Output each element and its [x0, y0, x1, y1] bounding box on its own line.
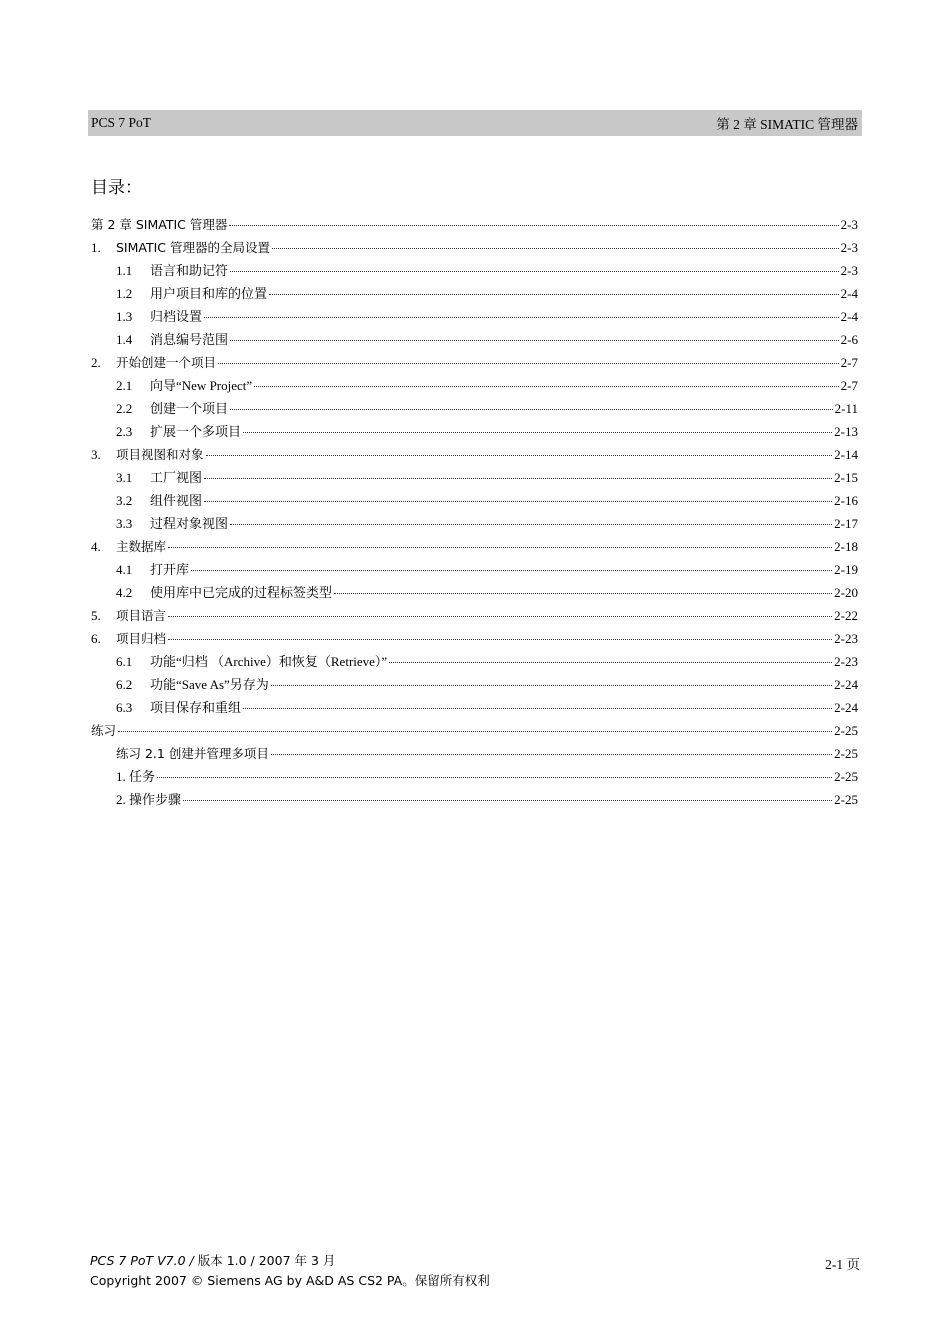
toc-entry-page: 2-17: [834, 516, 858, 531]
toc-entry-number: 2.1: [116, 378, 133, 393]
footer-page-number: 2-1 页: [825, 1257, 860, 1272]
toc-entry-page: 2-24: [834, 677, 858, 692]
toc-dot-leader: [204, 317, 839, 318]
toc-entry-number: 6.1: [116, 654, 133, 669]
footer-left: [90, 1251, 490, 1291]
toc-dot-leader: [206, 455, 833, 456]
toc-entry[interactable]: [91, 489, 858, 512]
footer-version-product: PCS 7 PoT V7.0 /: [90, 1253, 194, 1268]
toc-entry-title: 2. 操作步骤: [116, 792, 182, 807]
toc-entry-page: 2-25: [834, 769, 858, 784]
toc-dot-leader: [157, 777, 832, 778]
toc-entry[interactable]: [91, 512, 858, 535]
toc-dot-leader: [271, 754, 832, 755]
toc-entry[interactable]: [91, 627, 858, 650]
toc-dot-leader: [243, 708, 832, 709]
toc-entry-title: SIMATIC 管理器的全局设置: [116, 240, 271, 255]
toc-dot-leader: [168, 639, 832, 640]
toc-entry-number: 3.2: [116, 493, 133, 508]
toc-entry[interactable]: [91, 351, 858, 374]
toc-entry-number: 1.: [91, 240, 101, 255]
toc-dot-leader: [183, 800, 832, 801]
toc-entry-number: 2.3: [116, 424, 133, 439]
toc-entry-number: 4.: [91, 539, 101, 554]
toc-entry-number: 1.1: [116, 263, 133, 278]
toc-entry-page: 2-22: [834, 608, 858, 623]
toc-entry-title: 主数据库: [116, 539, 167, 554]
footer-version-date: 版本 1.0 / 2007 年 3 月: [193, 1253, 336, 1268]
toc-entry-page: 2-20: [834, 585, 858, 600]
toc-entry[interactable]: [91, 374, 858, 397]
toc-entry-page: 2-13: [834, 424, 858, 439]
toc-entry-page: 2-3: [840, 217, 858, 232]
toc-dot-leader: [191, 570, 832, 571]
toc-dot-leader: [254, 386, 838, 387]
toc-entry[interactable]: [91, 581, 858, 604]
toc-entry-page: 2-23: [834, 631, 858, 646]
toc-entry-title: 功能“归档 （Archive）和恢复（Retrieve）”: [150, 654, 388, 669]
toc-entry-page: 2-24: [834, 700, 858, 715]
toc-entry-page: 2-25: [834, 792, 858, 807]
header-left-text: PCS 7 PoT: [91, 115, 152, 130]
toc-dot-leader: [334, 593, 832, 594]
toc-dot-leader: [389, 662, 832, 663]
toc-entry[interactable]: [91, 466, 858, 489]
toc-entry-number: 1.2: [116, 286, 133, 301]
toc-entry[interactable]: [91, 604, 858, 627]
toc-entry[interactable]: [91, 535, 858, 558]
toc-entry-page: 2-7: [840, 355, 858, 370]
toc-entry-page: 2-16: [834, 493, 858, 508]
toc-entry-title: 项目视图和对象: [116, 447, 204, 462]
toc-entry-title: 练习 2.1 创建并管理多项目: [116, 746, 269, 761]
header-right-text: 第 2 章 SIMATIC 管理器: [716, 117, 858, 132]
toc-entry-page: 2-3: [840, 240, 858, 255]
toc-entry-number: 1.4: [116, 332, 133, 347]
toc-entry-page: 2-23: [834, 654, 858, 669]
toc-dot-leader: [204, 478, 832, 479]
toc-dot-leader: [218, 363, 839, 364]
toc-dot-leader: [269, 294, 839, 295]
toc-entry-title: 用户项目和库的位置: [150, 286, 268, 301]
toc-entry-page: 2-4: [840, 309, 858, 324]
toc-entry-page: 2-15: [834, 470, 858, 485]
toc-entry-title: 过程对象视图: [150, 516, 229, 531]
toc-dot-leader: [230, 524, 832, 525]
toc-entry-title: 创建一个项目: [150, 401, 229, 416]
toc-entry-page: 2-11: [834, 401, 858, 416]
toc-entry-number: 6.3: [116, 700, 133, 715]
toc-entry[interactable]: [91, 213, 858, 236]
toc-entry-title: 练习: [91, 723, 117, 738]
toc-entry[interactable]: [91, 236, 858, 259]
toc-entry[interactable]: [91, 282, 858, 305]
toc-entry-title: 消息编号范围: [150, 332, 229, 347]
toc-entry-title: 组件视图: [150, 493, 203, 508]
toc-dot-leader: [230, 340, 839, 341]
toc-entry[interactable]: [91, 673, 858, 696]
toc-entry[interactable]: [91, 328, 858, 351]
toc-entry-number: 3.: [91, 447, 101, 462]
toc-entry-page: 2-19: [834, 562, 858, 577]
toc-entry-number: 2.: [91, 355, 101, 370]
toc-entry-number: 3.3: [116, 516, 133, 531]
toc-entry-title: 语言和助记符: [150, 263, 229, 278]
toc-entry-title: 归档设置: [150, 309, 203, 324]
toc-entry[interactable]: [91, 788, 858, 811]
toc-dot-leader: [229, 225, 838, 226]
toc-entry-page: 2-3: [840, 263, 858, 278]
toc-dot-leader: [272, 248, 839, 249]
footer-copyright: Copyright 2007 © Siemens AG by A&D AS CS2 PA。保留所有权利: [90, 1273, 490, 1288]
toc-entry-number: 1.3: [116, 309, 133, 324]
toc-entry-title: 使用库中已完成的过程标签类型: [150, 585, 333, 600]
toc-entry-title: 项目保存和重组: [150, 700, 242, 715]
toc-entry-page: 2-18: [834, 539, 858, 554]
toc-entry[interactable]: [91, 696, 858, 719]
toc-dot-leader: [230, 271, 839, 272]
toc-entry-number: 6.: [91, 631, 101, 646]
toc-entry-title: 项目语言: [116, 608, 167, 623]
toc-dot-leader: [168, 616, 832, 617]
toc-heading: 目录：: [91, 178, 142, 198]
toc-entry[interactable]: [91, 397, 858, 420]
toc-entry-title: 1. 任务: [116, 769, 156, 784]
toc-entry[interactable]: [91, 719, 858, 742]
toc-dot-leader: [204, 501, 832, 502]
footer-version-line: [90, 1251, 490, 1271]
toc-entry-page: 2-25: [834, 723, 858, 738]
toc-dot-leader: [230, 409, 833, 410]
toc-entry-title: 第 2 章 SIMATIC 管理器: [91, 217, 228, 232]
toc-entry-page: 2-14: [834, 447, 858, 462]
toc-entry[interactable]: [91, 420, 858, 443]
toc-dot-leader: [118, 731, 832, 732]
toc-entry-title: 扩展一个多项目: [150, 424, 242, 439]
toc-entry-title: 打开库: [150, 562, 190, 577]
toc-entry-page: 2-4: [840, 286, 858, 301]
toc-entry-page: 2-25: [834, 746, 858, 761]
toc-entry-number: 4.2: [116, 585, 133, 600]
toc-entry-page: 2-7: [840, 378, 858, 393]
toc-entry-title: 功能“Save As”另存为: [150, 677, 269, 692]
toc-entry-title: 项目归档: [116, 631, 167, 646]
toc-list: [91, 213, 858, 811]
toc-entry-title: 工厂视图: [150, 470, 203, 485]
toc-dot-leader: [168, 547, 832, 548]
toc-entry[interactable]: [91, 650, 858, 673]
toc-entry-number: 2.2: [116, 401, 133, 416]
toc-entry-title: 向导“New Project”: [150, 378, 253, 393]
toc-entry-number: 4.1: [116, 562, 133, 577]
toc-entry-page: 2-6: [840, 332, 858, 347]
toc-entry-title: 开始创建一个项目: [116, 355, 217, 370]
page-header: [88, 110, 862, 136]
toc-dot-leader: [243, 432, 832, 433]
toc-entry[interactable]: [91, 259, 858, 282]
toc-entry-number: 6.2: [116, 677, 133, 692]
toc-entry-number: 3.1: [116, 470, 133, 485]
toc-entry[interactable]: [91, 742, 858, 765]
toc-entry[interactable]: [91, 443, 858, 466]
toc-entry[interactable]: [91, 558, 858, 581]
toc-entry[interactable]: [91, 305, 858, 328]
toc-dot-leader: [271, 685, 832, 686]
toc-entry-number: 5.: [91, 608, 101, 623]
toc-entry[interactable]: [91, 765, 858, 788]
